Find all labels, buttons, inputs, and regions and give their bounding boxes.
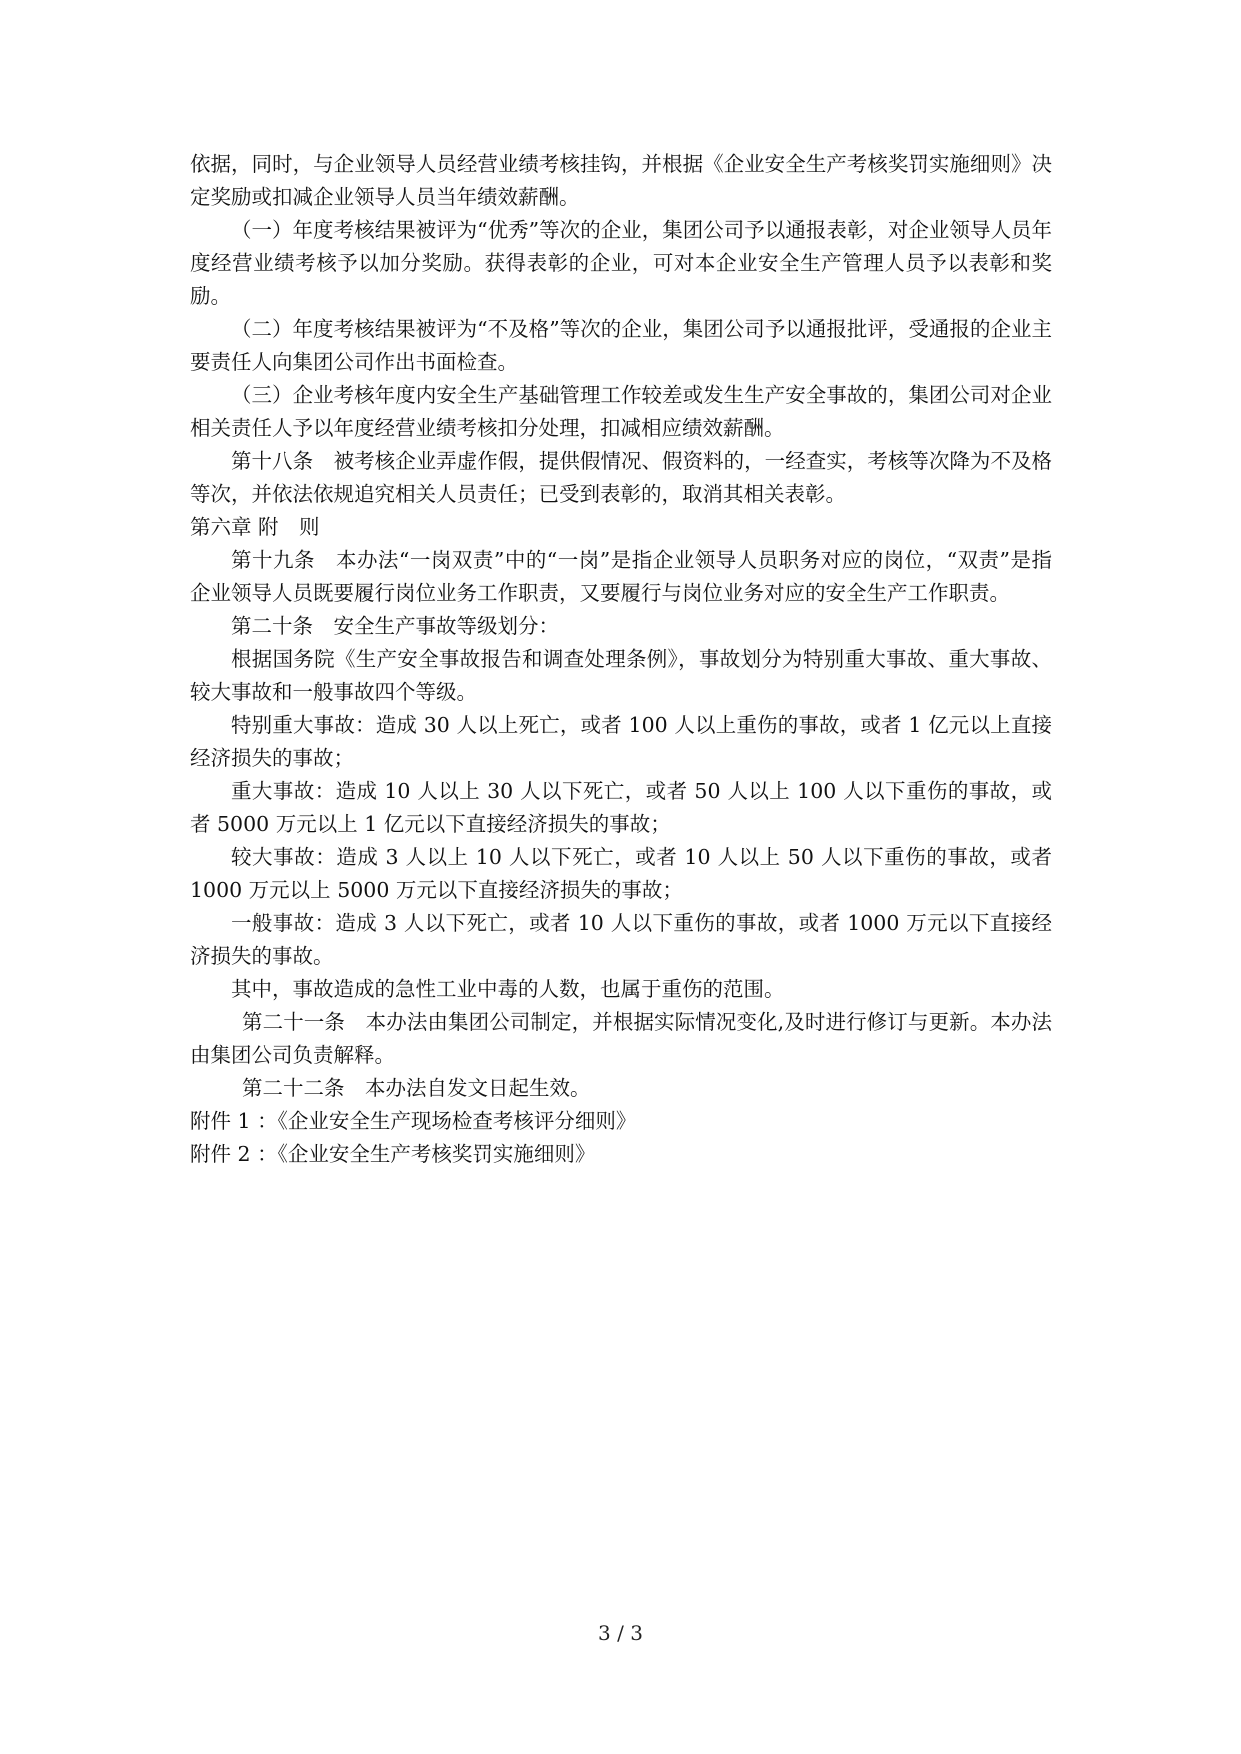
document-body: [190, 148, 1052, 1171]
article-22: 第二十二条 本办法自发文日起生效。: [242, 1076, 591, 1100]
paragraph-continuation: 依据，同时，与企业领导人员经营业绩考核挂钩，并根据《企业安全生产考核奖罚实施细则》决定奖励或扣减企业领导人员当年绩效薪酬。: [190, 152, 1052, 209]
article-19: 第十九条 本办法“一岗双责”中的“一岗”是指企业领导人员职务对应的岗位，“双责”是指企业领导人员既要履行岗位业务工作职责，又要履行与岗位业务对应的安全生产工作职责。: [190, 548, 1052, 605]
accident-level-major: 重大事故：造成 10 人以上 30 人以下死亡，或者 50 人以上 100 人以下重伤的事故，或者 5000 万元以上 1 亿元以下直接经济损失的事故；: [190, 779, 1052, 836]
page-number: 3 / 3: [598, 1621, 643, 1645]
accident-classification-intro: 根据国务院《生产安全事故报告和调查处理条例》，事故划分为特别重大事故、重大事故、较大事故和一般事故四个等级。: [190, 647, 1052, 704]
accident-level-especially-major: 特别重大事故：造成 30 人以上死亡，或者 100 人以上重伤的事故，或者 1 亿元以上直接经济损失的事故；: [190, 713, 1052, 770]
paragraph-clause-1: （一）年度考核结果被评为“优秀”等次的企业，集团公司予以通报表彰，对企业领导人员年度经营业绩考核予以加分奖励。获得表彰的企业，可对本企业安全生产管理人员予以表彰和奖励。: [190, 218, 1052, 308]
attachment-2: 附件 2 ：《企业安全生产考核奖罚实施细则》: [190, 1142, 596, 1166]
accident-level-general: 一般事故：造成 3 人以下死亡，或者 10 人以下重伤的事故，或者 1000 万元以下直接经济损失的事故。: [190, 911, 1052, 968]
chapter-6-heading: 第六章 附 则: [190, 515, 320, 539]
article-18: 第十八条 被考核企业弄虚作假，提供假情况、假资料的，一经查实，考核等次降为不及格等次，并依法依规追究相关人员责任；已受到表彰的，取消其相关表彰。: [190, 449, 1052, 506]
paragraph-clause-2: （二）年度考核结果被评为“不及格”等次的企业，集团公司予以通报批评，受通报的企业主要责任人向集团公司作出书面检查。: [190, 317, 1052, 374]
paragraph-clause-3: （三）企业考核年度内安全生产基础管理工作较差或发生生产安全事故的，集团公司对企业相关责任人予以年度经营业绩考核扣分处理，扣减相应绩效薪酬。: [190, 383, 1052, 440]
accident-level-larger: 较大事故：造成 3 人以上 10 人以下死亡，或者 10 人以上 50 人以下重伤的事故，或者 1000 万元以上 5000 万元以下直接经济损失的事故；: [190, 845, 1052, 902]
poisoning-note: 其中，事故造成的急性工业中毒的人数，也属于重伤的范围。: [231, 977, 785, 1001]
attachment-1: 附件 1 ：《企业安全生产现场检查考核评分细则》: [190, 1109, 637, 1133]
article-20: 第二十条 安全生产事故等级划分：: [231, 614, 559, 638]
article-21: 第二十一条 本办法由集团公司制定，并根据实际情况变化,及时进行修订与更新。本办法由集团公司负责解释。: [190, 1010, 1052, 1067]
